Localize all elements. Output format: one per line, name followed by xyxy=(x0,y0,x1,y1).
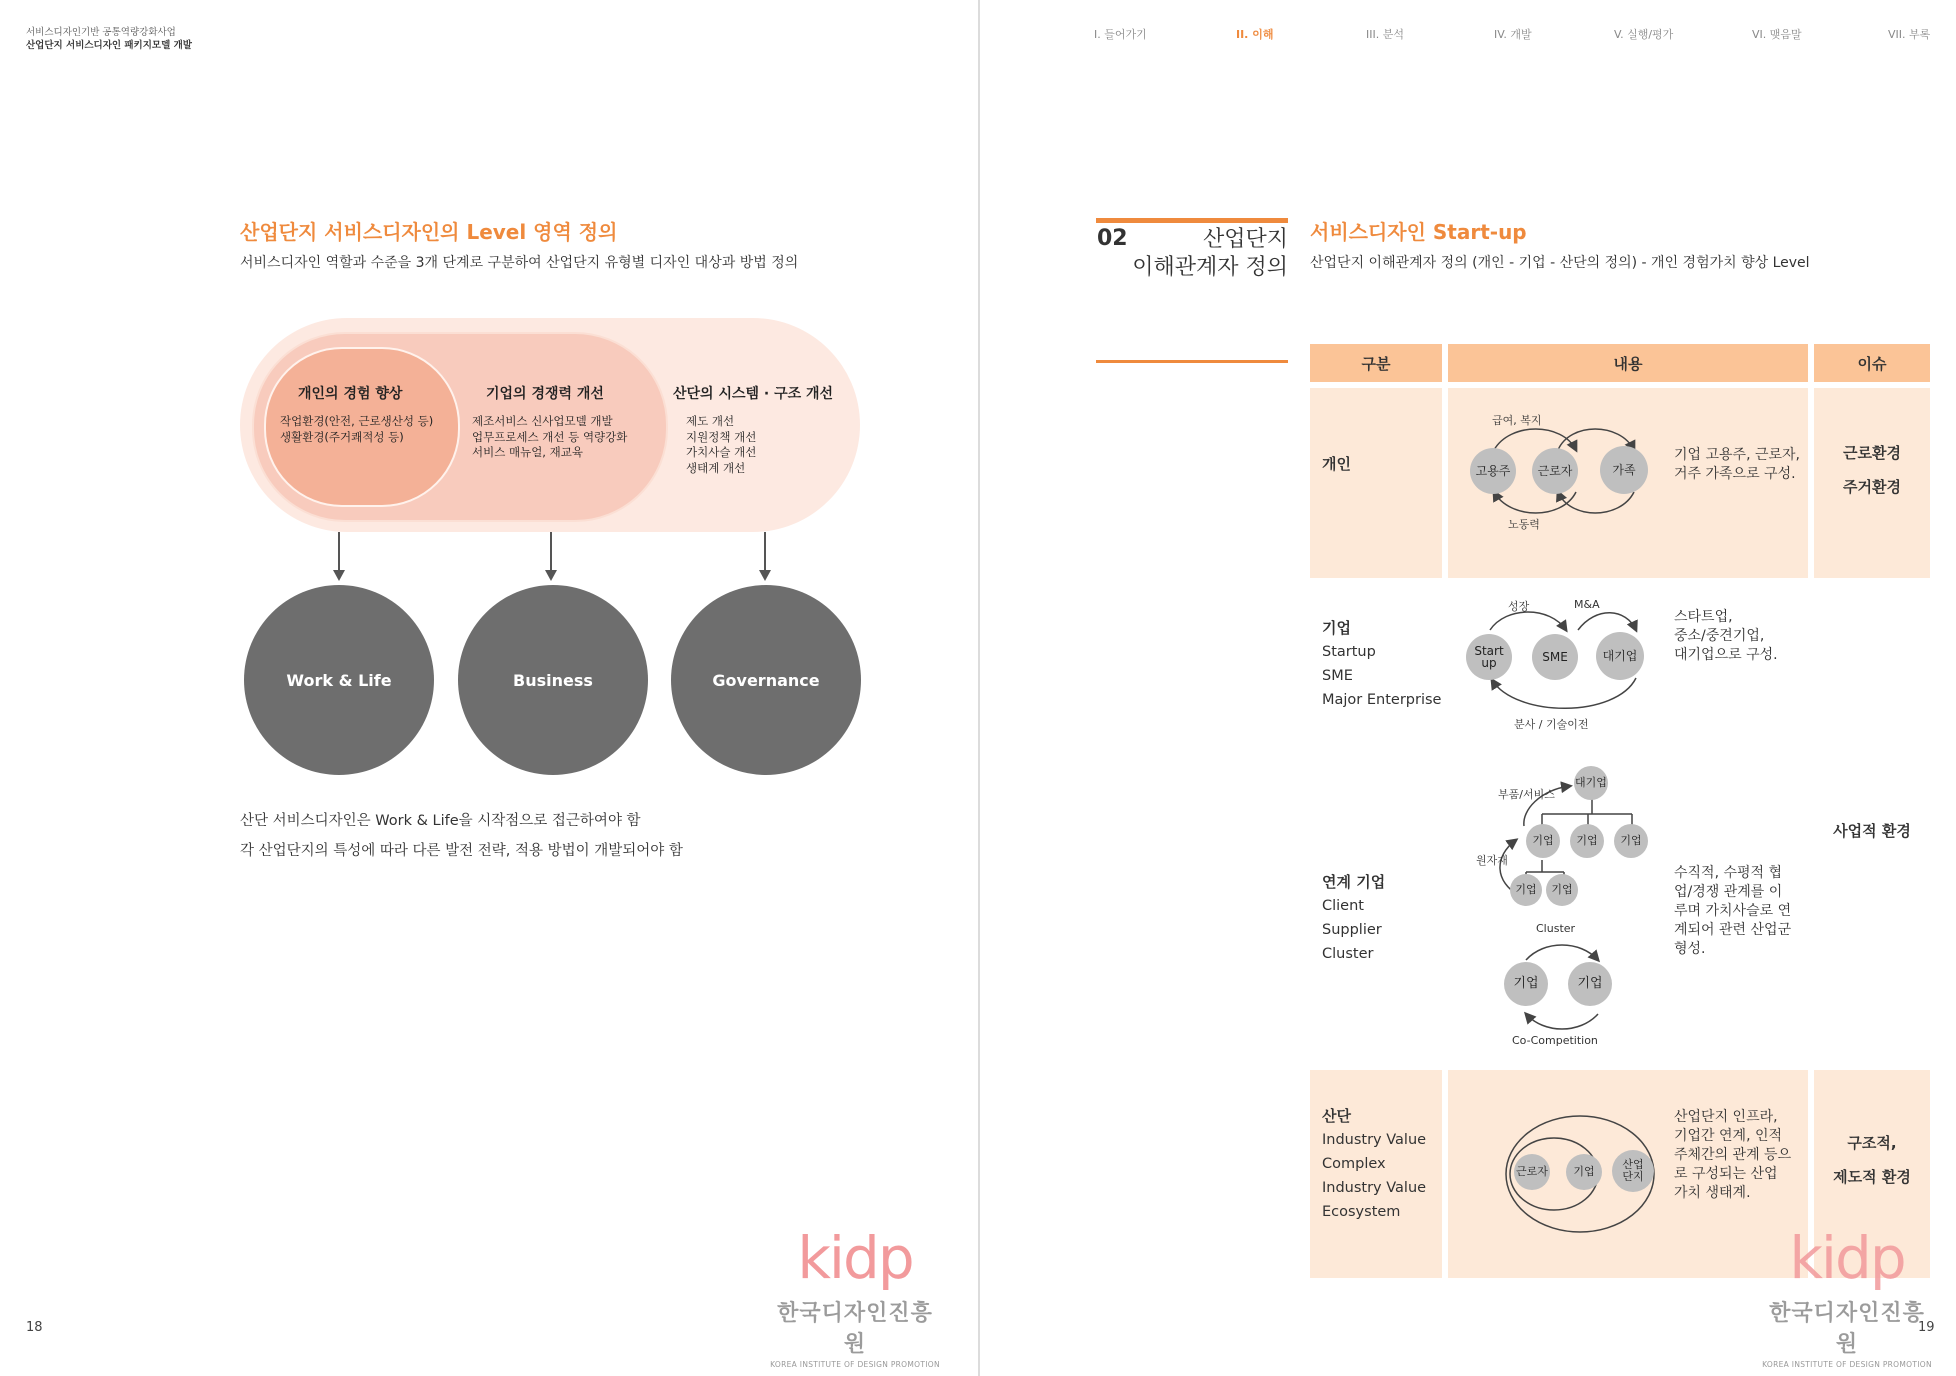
kidp-logo-name-en: KOREA INSTITUTE OF DESIGN PROMOTION xyxy=(770,1360,940,1369)
company-ma-label: M&A xyxy=(1574,598,1600,611)
header-line-1: 서비스디자인기반 공통역량강화사업 xyxy=(26,27,176,38)
worker-node: 근로자 xyxy=(1532,448,1578,494)
cluster-company-node-2: 기업 xyxy=(1568,962,1612,1006)
table-header-content: 내용 xyxy=(1448,344,1808,382)
ecosystem-worker-node: 근로자 xyxy=(1514,1154,1550,1190)
right-page-title: 서비스디자인 Start-up xyxy=(1310,220,1527,244)
nav-item-appendix[interactable]: VII. 부록 xyxy=(1888,28,1931,41)
complex-issue: 구조적, 제도적 환경 xyxy=(1833,1134,1911,1186)
row-individual-label xyxy=(1322,452,1351,477)
family-node: 가족 xyxy=(1600,446,1648,494)
kidp-logo-right xyxy=(1762,1224,1932,1369)
kidp-logo-name: 한국디자인진흥원 xyxy=(777,1301,933,1357)
conclusion-paragraph xyxy=(240,806,683,866)
kidp-logo-mark: kidp xyxy=(797,1224,913,1292)
arrow-down-icon xyxy=(333,570,345,581)
row-company-label xyxy=(1322,616,1441,712)
chain-company-node-5: 기업 xyxy=(1546,874,1578,906)
row-linked-sub: Client Supplier Cluster xyxy=(1322,898,1382,962)
chain-company-node-4: 기업 xyxy=(1510,874,1542,906)
level-1-text: 작업환경(안전, 근로생산성 등) 생활환경(주거쾌적성 등) xyxy=(280,414,434,444)
row-individual-cell-1 xyxy=(1310,388,1442,578)
nav-item-execution[interactable]: V. 실행/평가 xyxy=(1614,28,1674,41)
row-complex-label xyxy=(1322,1104,1426,1224)
arrow-3-line xyxy=(764,532,766,572)
row-linked-heading: 연계 기업 xyxy=(1322,873,1386,891)
page-number-right: 19 xyxy=(1918,1320,1935,1335)
arrow-down-icon xyxy=(545,570,557,581)
level-2-heading: 기업의 경쟁력 개선 xyxy=(486,386,604,402)
kidp-logo-left xyxy=(770,1224,940,1369)
level-1-heading: 개인의 경험 향상 xyxy=(298,386,403,402)
row-company-sub: Startup SME Major Enterprise xyxy=(1322,644,1442,708)
ecosystem-company-node: 기업 xyxy=(1566,1154,1602,1190)
row-complex-heading: 산단 xyxy=(1322,1107,1351,1125)
linked-description: 수직적, 수평적 협 업/경쟁 관계를 이 루며 가치사슬로 연 계되어 관련 산업군 형성. xyxy=(1674,865,1792,957)
right-page-subtitle: 산업단지 이해관계자 정의 (개인 - 기업 - 산단의 정의) - 개인 경험가치 향상 Level xyxy=(1310,255,1810,271)
linked-issue: 사업적 환경 xyxy=(1833,822,1911,840)
nav-item-development[interactable]: IV. 개발 xyxy=(1494,28,1532,41)
sme-node: SME xyxy=(1532,634,1578,680)
kidp-logo-name: 한국디자인진흥원 xyxy=(1769,1301,1925,1357)
section-title: 산업단지 이해관계자 정의 xyxy=(1132,227,1288,280)
chain-company-node-3: 기업 xyxy=(1614,824,1648,858)
page-title: 산업단지 서비스디자인의 Level 영역 정의 xyxy=(240,220,618,244)
chain-major-node: 대기업 xyxy=(1574,766,1608,800)
cluster-company-node-1: 기업 xyxy=(1504,962,1548,1006)
kidp-logo-mark: kidp xyxy=(1789,1224,1905,1292)
conclusion-line-1: 산단 서비스디자인은 Work & Life을 시작점으로 접근하여야 함 xyxy=(240,813,641,829)
page-subtitle: 서비스디자인 역할과 수준을 3개 단계로 구분하여 산업단지 유형별 디자인 대상과 방법 정의 xyxy=(240,255,799,271)
level-3-text: 제도 개선 지원정책 개선 가치사슬 개선 생태계 개선 xyxy=(686,414,757,475)
row-linked-label xyxy=(1322,870,1385,966)
chain-company-node-1: 기업 xyxy=(1526,824,1560,858)
complex-description: 산업단지 인프라, 기업간 연계, 인적 주체간의 관계 등으 로 구성되는 산업 가치 생태계. xyxy=(1674,1109,1792,1201)
nav-item-analysis[interactable]: III. 분석 xyxy=(1366,28,1404,41)
arrow-1-line xyxy=(338,532,340,572)
chain-company-node-2: 기업 xyxy=(1570,824,1604,858)
individual-bottom-label: 노동력 xyxy=(1508,518,1540,531)
employer-node: 고용주 xyxy=(1470,448,1516,494)
raw-material-label: 원자재 xyxy=(1476,854,1508,867)
row-individual-heading: 개인 xyxy=(1322,455,1351,473)
business-circle: Business xyxy=(458,585,648,775)
work-life-circle: Work & Life xyxy=(244,585,434,775)
cluster-label: Cluster xyxy=(1536,922,1576,935)
nav-item-intro[interactable]: I. 들어가기 xyxy=(1094,28,1147,41)
company-growth-label: 성장 xyxy=(1508,600,1530,613)
row-company-heading: 기업 xyxy=(1322,619,1351,637)
major-enterprise-node: 대기업 xyxy=(1596,632,1644,680)
level-3-heading: 산단의 시스템 · 구조 개선 xyxy=(673,386,834,402)
parts-service-label: 부품/서비스 xyxy=(1498,788,1555,801)
arrow-2-line xyxy=(550,532,552,572)
company-bottom-label: 분사 / 기술이전 xyxy=(1514,718,1589,731)
table-header-category: 구분 xyxy=(1310,344,1442,382)
co-competition-label: Co-Competition xyxy=(1512,1034,1598,1047)
section-divider xyxy=(1096,360,1288,363)
individual-top-label: 급여, 복지 xyxy=(1492,414,1542,427)
governance-circle: Governance xyxy=(671,585,861,775)
header-line-2: 산업단지 서비스디자인 패키지모델 개발 xyxy=(26,40,192,51)
individual-description: 기업 고용주, 근로자, 거주 가족으로 구성. xyxy=(1674,447,1800,482)
nav-item-understanding[interactable]: II. 이해 xyxy=(1236,28,1274,41)
page-number-left: 18 xyxy=(26,1320,43,1335)
table-header-issue: 이슈 xyxy=(1814,344,1930,382)
ecosystem-complex-node: 산업 단지 xyxy=(1612,1150,1654,1192)
row-complex-sub: Industry Value Complex Industry Value Ecosystem xyxy=(1322,1132,1427,1220)
page-gutter xyxy=(978,0,980,1376)
section-bar xyxy=(1096,218,1288,223)
conclusion-line-2: 각 산업단지의 특성에 따라 다른 발전 전략, 적용 방법이 개발되어야 함 xyxy=(240,843,683,859)
individual-issue: 근로환경 주거환경 xyxy=(1843,444,1901,496)
running-header xyxy=(26,26,192,52)
company-description: 스타트업, 중소/중견기업, 대기업으로 구성. xyxy=(1674,609,1778,663)
kidp-logo-name-en: KOREA INSTITUTE OF DESIGN PROMOTION xyxy=(1762,1360,1932,1369)
section-number: 02 xyxy=(1097,226,1128,251)
nav-item-conclusion[interactable]: VI. 맺음말 xyxy=(1752,28,1802,41)
level-2-text: 제조서비스 신사업모델 개발 업무프로세스 개선 등 역량강화 서비스 매뉴얼, 재교육 xyxy=(472,414,628,459)
arrow-down-icon xyxy=(759,570,771,581)
startup-node: Start up xyxy=(1466,634,1512,680)
